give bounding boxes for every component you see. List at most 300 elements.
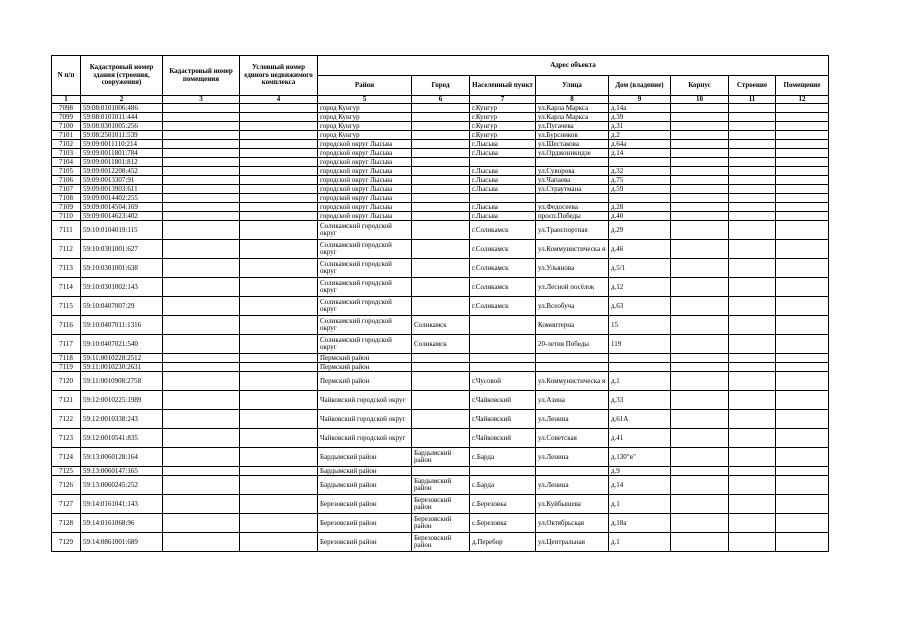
building-cadastral-cell: 59:13:0060147:165 (81, 467, 163, 476)
table-row (52, 185, 829, 194)
room-cadastral-cell (163, 533, 240, 552)
complex-number-cell (240, 335, 318, 354)
street-cell: ул.Коммунистическа я (536, 240, 609, 259)
complex-number-cell (240, 316, 318, 335)
structure-cell (729, 410, 776, 429)
house-cell: д.39 (609, 113, 671, 122)
table-row (52, 278, 829, 297)
building-cadastral-cell: 59:10:0301001:638 (81, 259, 163, 278)
complex-number-cell (240, 259, 318, 278)
street-cell: ул.Ленина (536, 476, 609, 495)
settlement-cell: г.Лысьва (470, 185, 536, 194)
building-cadastral-cell: 59:11:0010228:2512 (81, 354, 163, 363)
district-cell: город Кунгур (318, 131, 412, 140)
table-row (52, 476, 829, 495)
building-cell (671, 203, 729, 212)
header-district: Район (318, 76, 412, 96)
table-row (52, 410, 829, 429)
room-cadastral-cell (163, 391, 240, 410)
room-cell (776, 203, 829, 212)
district-cell: Соликамский городской округ (318, 278, 412, 297)
structure-cell (729, 297, 776, 316)
house-cell: д.1 (609, 372, 671, 391)
room-cell (776, 185, 829, 194)
building-cadastral-cell: 59:09:0011801:784 (81, 149, 163, 158)
district-cell: Березовский район (318, 533, 412, 552)
room-cell (776, 194, 829, 203)
room-cadastral-cell (163, 354, 240, 363)
building-cell (671, 122, 729, 131)
city-cell (412, 104, 470, 113)
complex-number-cell (240, 140, 318, 149)
building-cell (671, 104, 729, 113)
house-cell: д.130"в" (609, 448, 671, 467)
row-number: 7098 (52, 104, 81, 113)
district-cell: город Кунгур (318, 122, 412, 131)
building-cell (671, 259, 729, 278)
district-cell: город Кунгур (318, 104, 412, 113)
house-cell: д.63 (609, 297, 671, 316)
complex-number-cell (240, 495, 318, 514)
building-cadastral-cell: 59:13:0060245:252 (81, 476, 163, 495)
structure-cell (729, 335, 776, 354)
room-cadastral-cell (163, 259, 240, 278)
city-cell (412, 354, 470, 363)
room-cadastral-cell (163, 131, 240, 140)
room-cadastral-cell (163, 335, 240, 354)
room-cell (776, 278, 829, 297)
column-number: 12 (776, 96, 829, 104)
building-cell (671, 158, 729, 167)
street-cell: ул.Федосеева (536, 203, 609, 212)
header-structure: Строение (729, 76, 776, 96)
room-cell (776, 158, 829, 167)
house-cell: д.41 (609, 429, 671, 448)
building-cadastral-cell: 59:08:0101011:444 (81, 113, 163, 122)
settlement-cell: г.Чайковский (470, 429, 536, 448)
district-cell: городской округ Лысьва (318, 185, 412, 194)
structure-cell (729, 203, 776, 212)
row-number: 7113 (52, 259, 81, 278)
table-row (52, 240, 829, 259)
row-number: 7120 (52, 372, 81, 391)
room-cell (776, 297, 829, 316)
district-cell: Соликамский городской округ (318, 259, 412, 278)
district-cell: Чайковский городской округ (318, 410, 412, 429)
city-cell (412, 176, 470, 185)
room-cell (776, 259, 829, 278)
room-cadastral-cell (163, 278, 240, 297)
city-cell (412, 149, 470, 158)
structure-cell (729, 514, 776, 533)
house-cell: д.14 (609, 476, 671, 495)
city-cell (412, 372, 470, 391)
complex-number-cell (240, 194, 318, 203)
row-number: 7115 (52, 297, 81, 316)
room-cadastral-cell (163, 514, 240, 533)
table-row (52, 131, 829, 140)
building-cell (671, 533, 729, 552)
room-cadastral-cell (163, 140, 240, 149)
settlement-cell (470, 335, 536, 354)
city-cell: Соликамск (412, 316, 470, 335)
table-row (52, 495, 829, 514)
table-row (52, 122, 829, 131)
room-cell (776, 372, 829, 391)
column-number: 1 (52, 96, 81, 104)
room-cell (776, 495, 829, 514)
street-cell: ул.Карла Маркса (536, 104, 609, 113)
city-cell (412, 278, 470, 297)
complex-number-cell (240, 448, 318, 467)
district-cell: городской округ Лысьва (318, 167, 412, 176)
city-cell (412, 194, 470, 203)
building-cadastral-cell: 59:12:0010338:243 (81, 410, 163, 429)
house-cell: д.1 (609, 495, 671, 514)
row-number: 7101 (52, 131, 81, 140)
structure-cell (729, 278, 776, 297)
header-complex-number: Условный номер единого недвижимого комплекса (240, 56, 318, 96)
house-cell: д.5/1 (609, 259, 671, 278)
structure-cell (729, 533, 776, 552)
building-cadastral-cell: 59:09:0014504:169 (81, 203, 163, 212)
complex-number-cell (240, 131, 318, 140)
house-cell: д.2 (609, 131, 671, 140)
settlement-cell (470, 316, 536, 335)
settlement-cell: с.Березовка (470, 495, 536, 514)
structure-cell (729, 495, 776, 514)
room-cell (776, 122, 829, 131)
objects-table (51, 55, 829, 552)
room-cell (776, 514, 829, 533)
row-number: 7108 (52, 194, 81, 203)
house-cell: д.32 (609, 167, 671, 176)
building-cadastral-cell: 59:09:0011110:214 (81, 140, 163, 149)
building-cell (671, 212, 729, 221)
table-row (52, 194, 829, 203)
row-number: 7112 (52, 240, 81, 259)
building-cell (671, 149, 729, 158)
house-cell: 119 (609, 335, 671, 354)
street-cell: ул.Лесной посёлок (536, 278, 609, 297)
house-cell (609, 354, 671, 363)
house-cell: д.14а (609, 104, 671, 113)
city-cell (412, 203, 470, 212)
room-cadastral-cell (163, 194, 240, 203)
room-cell (776, 149, 829, 158)
settlement-cell: с.Барда (470, 476, 536, 495)
city-cell (412, 391, 470, 410)
settlement-cell: с.Березовка (470, 514, 536, 533)
row-number: 7127 (52, 495, 81, 514)
room-cadastral-cell (163, 185, 240, 194)
structure-cell (729, 185, 776, 194)
room-cell (776, 131, 829, 140)
row-number: 7122 (52, 410, 81, 429)
house-cell: д.40 (609, 212, 671, 221)
building-cadastral-cell: 59:10:0301001:627 (81, 240, 163, 259)
table-row (52, 297, 829, 316)
city-cell (412, 410, 470, 429)
building-cell (671, 278, 729, 297)
column-number: 5 (318, 96, 412, 104)
city-cell: Соликамск (412, 335, 470, 354)
district-cell: Соликамский городской округ (318, 221, 412, 240)
building-cadastral-cell: 59:14:0161041:143 (81, 495, 163, 514)
building-cell (671, 194, 729, 203)
district-cell: городской округ Лысьва (318, 194, 412, 203)
row-number: 7116 (52, 316, 81, 335)
room-cell (776, 316, 829, 335)
city-cell: Березовский район (412, 495, 470, 514)
room-cadastral-cell (163, 113, 240, 122)
row-number: 7125 (52, 467, 81, 476)
structure-cell (729, 467, 776, 476)
district-cell: городской округ Лысьва (318, 203, 412, 212)
room-cell (776, 410, 829, 429)
table-row (52, 104, 829, 113)
building-cell (671, 113, 729, 122)
row-number: 7123 (52, 429, 81, 448)
row-number: 7103 (52, 149, 81, 158)
row-number: 7107 (52, 185, 81, 194)
building-cadastral-cell: 59:11:0010230:2631 (81, 363, 163, 372)
row-number: 7129 (52, 533, 81, 552)
structure-cell (729, 429, 776, 448)
row-number: 7117 (52, 335, 81, 354)
structure-cell (729, 391, 776, 410)
building-cell (671, 140, 729, 149)
table-row (52, 448, 829, 467)
row-number: 7104 (52, 158, 81, 167)
street-cell: ул.Бурсников (536, 131, 609, 140)
structure-cell (729, 140, 776, 149)
settlement-cell: г.Чусовой (470, 372, 536, 391)
building-cell (671, 131, 729, 140)
building-cadastral-cell: 59:10:0301002:143 (81, 278, 163, 297)
complex-number-cell (240, 372, 318, 391)
settlement-cell: г.Лысьва (470, 212, 536, 221)
structure-cell (729, 476, 776, 495)
building-cell (671, 391, 729, 410)
street-cell: ул.Страутмана (536, 185, 609, 194)
structure-cell (729, 212, 776, 221)
building-cadastral-cell: 59:09:0014402:255 (81, 194, 163, 203)
city-cell (412, 429, 470, 448)
building-cadastral-cell: 59:10:0407021:540 (81, 335, 163, 354)
structure-cell (729, 221, 776, 240)
table-row (52, 363, 829, 372)
table-row (52, 354, 829, 363)
structure-cell (729, 131, 776, 140)
house-cell: д.12 (609, 278, 671, 297)
structure-cell (729, 354, 776, 363)
room-cadastral-cell (163, 467, 240, 476)
complex-number-cell (240, 203, 318, 212)
room-cell (776, 167, 829, 176)
room-cell (776, 533, 829, 552)
row-number: 7099 (52, 113, 81, 122)
table-row (52, 113, 829, 122)
settlement-cell: г.Лысьва (470, 176, 536, 185)
row-number: 7109 (52, 203, 81, 212)
header-address: Адрес объекта (318, 56, 829, 76)
street-cell: ул.Транспортная (536, 221, 609, 240)
house-cell (609, 363, 671, 372)
complex-number-cell (240, 354, 318, 363)
building-cadastral-cell: 59:10:0407007:29 (81, 297, 163, 316)
city-cell (412, 140, 470, 149)
row-number: 7121 (52, 391, 81, 410)
complex-number-cell (240, 185, 318, 194)
room-cadastral-cell (163, 149, 240, 158)
settlement-cell: г.Кунгур (470, 131, 536, 140)
complex-number-cell (240, 297, 318, 316)
room-cell (776, 221, 829, 240)
building-cell (671, 335, 729, 354)
table-row (52, 467, 829, 476)
room-cell (776, 476, 829, 495)
table-row (52, 140, 829, 149)
room-cadastral-cell (163, 240, 240, 259)
city-cell (412, 297, 470, 316)
room-cadastral-cell (163, 221, 240, 240)
city-cell: Березовский район (412, 514, 470, 533)
street-cell (536, 363, 609, 372)
structure-cell (729, 316, 776, 335)
complex-number-cell (240, 212, 318, 221)
row-number: 7100 (52, 122, 81, 131)
settlement-cell (470, 363, 536, 372)
room-cadastral-cell (163, 297, 240, 316)
complex-number-cell (240, 476, 318, 495)
settlement-cell: г.Соликамск (470, 221, 536, 240)
street-cell: ул.Коммунистическа я (536, 372, 609, 391)
building-cell (671, 176, 729, 185)
complex-number-cell (240, 410, 318, 429)
house-cell: д.31 (609, 122, 671, 131)
header-number: N п/п (52, 56, 81, 96)
structure-cell (729, 448, 776, 467)
settlement-cell: г.Соликамск (470, 259, 536, 278)
table-row (52, 212, 829, 221)
table-row (52, 149, 829, 158)
district-cell: городской округ Лысьва (318, 140, 412, 149)
district-cell: Бардымский район (318, 476, 412, 495)
settlement-cell: г.Лысьва (470, 167, 536, 176)
complex-number-cell (240, 514, 318, 533)
building-cadastral-cell: 59:10:0407011:1316 (81, 316, 163, 335)
header-building-cadastral: Кадастровый номер здания (строения, сооружения) (81, 56, 163, 96)
district-cell: Пермский район (318, 372, 412, 391)
street-cell: ул.Чапаева (536, 176, 609, 185)
district-cell: Соликамский городской округ (318, 335, 412, 354)
row-number: 7126 (52, 476, 81, 495)
house-cell: д.29 (609, 221, 671, 240)
city-cell: Бардымский район (412, 476, 470, 495)
room-cell (776, 176, 829, 185)
building-cadastral-cell: 59:12:0010225:1989 (81, 391, 163, 410)
room-cadastral-cell (163, 410, 240, 429)
room-cadastral-cell (163, 316, 240, 335)
building-cadastral-cell: 59:14:0161068:96 (81, 514, 163, 533)
district-cell: Соликамский городской округ (318, 297, 412, 316)
district-cell: город Кунгур (318, 113, 412, 122)
table-row (52, 316, 829, 335)
street-cell: ул.Азина (536, 391, 609, 410)
building-cell (671, 467, 729, 476)
complex-number-cell (240, 278, 318, 297)
table-row (52, 372, 829, 391)
room-cadastral-cell (163, 448, 240, 467)
street-cell: 20-летия Победы (536, 335, 609, 354)
table-row (52, 259, 829, 278)
street-cell (536, 354, 609, 363)
table-row (52, 167, 829, 176)
settlement-cell: г.Кунгур (470, 113, 536, 122)
header-room-cadastral: Кадастровый номер помещения (163, 56, 240, 96)
settlement-cell: г.Лысьва (470, 203, 536, 212)
complex-number-cell (240, 533, 318, 552)
street-cell: просп.Победы (536, 212, 609, 221)
room-cadastral-cell (163, 363, 240, 372)
district-cell: Березовский район (318, 495, 412, 514)
house-cell: 15 (609, 316, 671, 335)
house-cell: д.64а (609, 140, 671, 149)
table-row (52, 391, 829, 410)
city-cell (412, 363, 470, 372)
district-cell: Соликамский городской округ (318, 240, 412, 259)
room-cadastral-cell (163, 372, 240, 391)
room-cadastral-cell (163, 203, 240, 212)
house-cell (609, 194, 671, 203)
district-cell: Соликамский городской округ (318, 316, 412, 335)
column-number: 10 (671, 96, 729, 104)
row-number: 7105 (52, 167, 81, 176)
settlement-cell: г.Чайковский (470, 410, 536, 429)
settlement-cell: г.Лысьва (470, 140, 536, 149)
house-cell: д.9 (609, 467, 671, 476)
house-cell: д.33 (609, 391, 671, 410)
header-street: Улица (536, 76, 609, 96)
column-number: 3 (163, 96, 240, 104)
street-cell: ул.Октябрьская (536, 514, 609, 533)
settlement-cell: г.Соликамск (470, 297, 536, 316)
street-cell: ул.Шестакова (536, 140, 609, 149)
column-number: 8 (536, 96, 609, 104)
structure-cell (729, 149, 776, 158)
building-cell (671, 316, 729, 335)
table-body (52, 104, 829, 552)
complex-number-cell (240, 149, 318, 158)
room-cadastral-cell (163, 176, 240, 185)
street-cell: ул.Карла Маркса (536, 113, 609, 122)
room-cell (776, 363, 829, 372)
district-cell: Чайковский городской округ (318, 391, 412, 410)
room-cell (776, 212, 829, 221)
structure-cell (729, 167, 776, 176)
header-settlement: Населенный пункт (470, 76, 536, 96)
row-number: 7106 (52, 176, 81, 185)
room-cadastral-cell (163, 212, 240, 221)
column-number: 2 (81, 96, 163, 104)
building-cadastral-cell: 59:10:0104019:115 (81, 221, 163, 240)
city-cell: Бардымский район (412, 448, 470, 467)
city-cell (412, 113, 470, 122)
building-cadastral-cell: 59:08:0101006:486 (81, 104, 163, 113)
room-cadastral-cell (163, 158, 240, 167)
header-city: Город (412, 76, 470, 96)
